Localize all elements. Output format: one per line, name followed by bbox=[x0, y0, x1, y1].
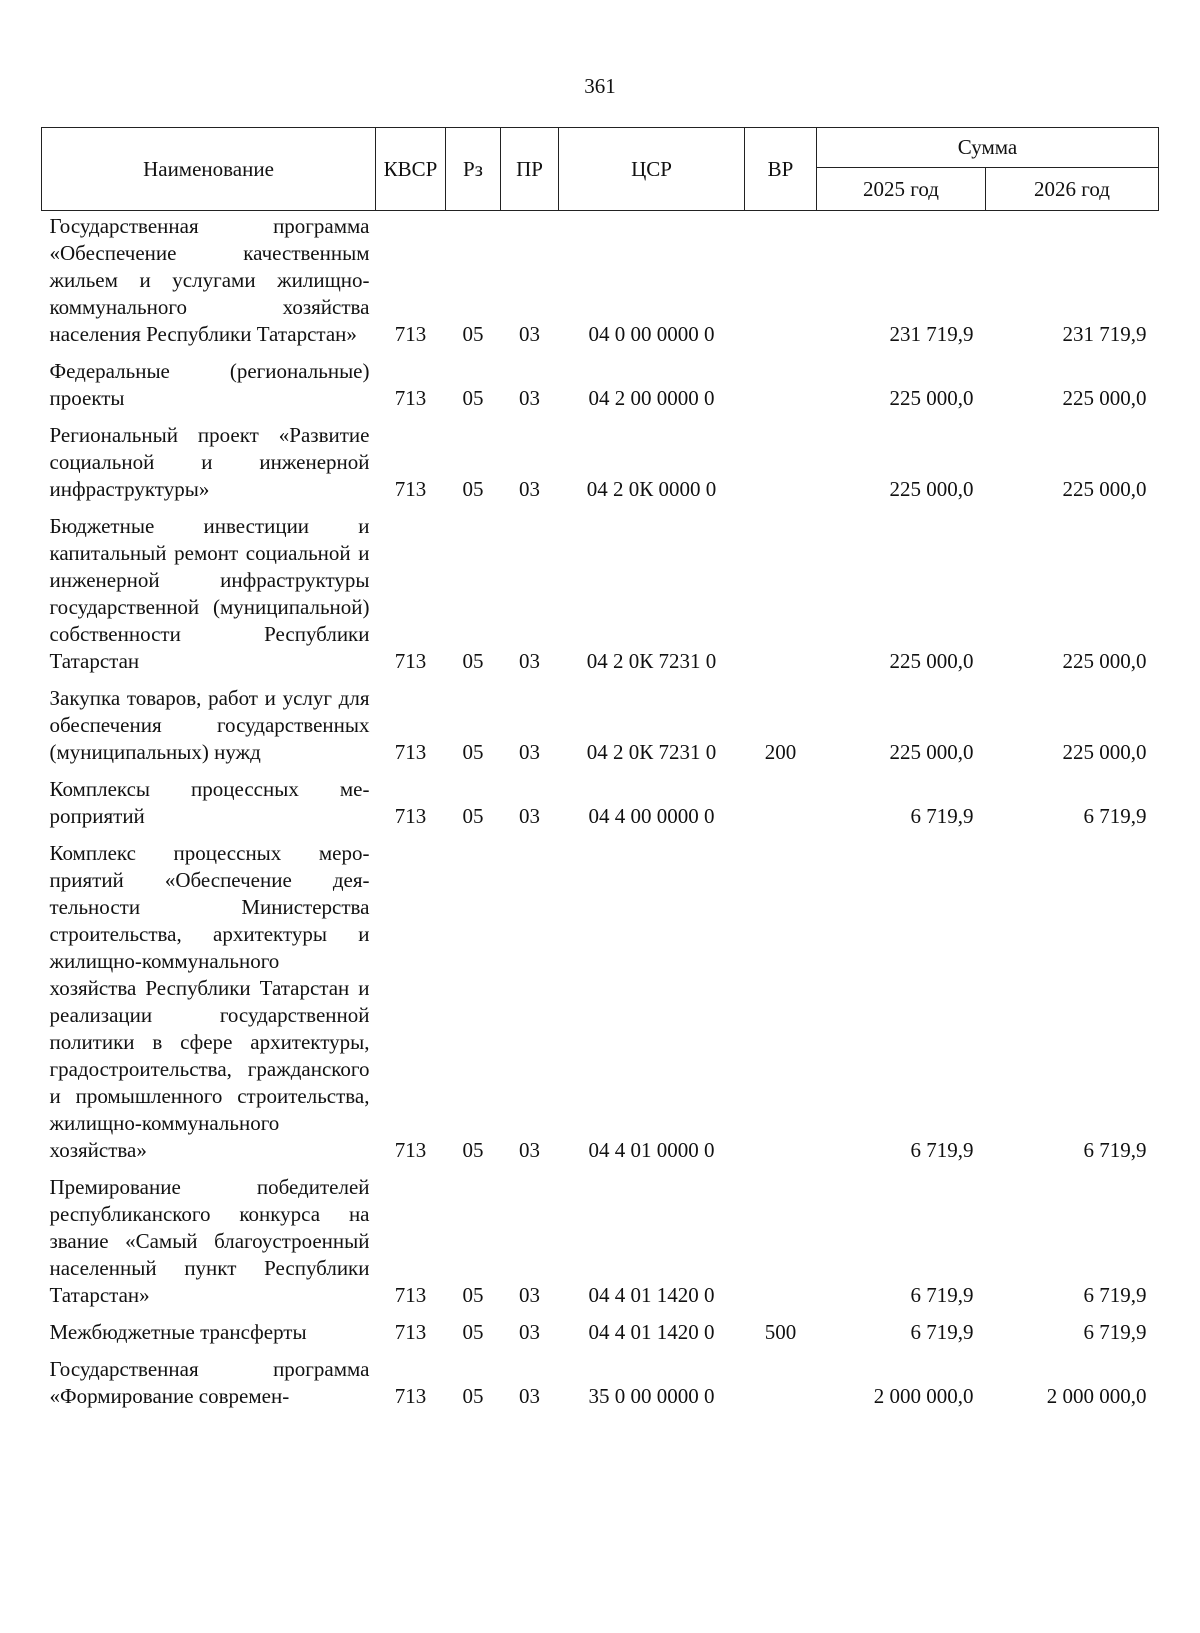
row-rz: 05 bbox=[462, 322, 484, 346]
row-csr: 04 4 01 1420 0 bbox=[588, 1320, 715, 1344]
row-amount-2025: 225 000,0 bbox=[889, 649, 974, 673]
table-row bbox=[42, 412, 1159, 503]
table-row bbox=[42, 1309, 1159, 1346]
row-kvsr: 713 bbox=[394, 740, 427, 764]
table-row bbox=[42, 766, 1159, 830]
table-row bbox=[42, 503, 1159, 675]
row-name: Государственная программа «Формирование современ- bbox=[49, 1357, 370, 1408]
row-csr: 04 2 0К 7231 0 bbox=[586, 740, 717, 764]
row-amount-2026: 225 000,0 bbox=[1062, 740, 1147, 764]
row-pr: 03 bbox=[519, 386, 540, 410]
page-number: 361 bbox=[584, 74, 616, 98]
row-rz: 05 bbox=[462, 1384, 484, 1408]
row-csr: 04 4 00 0000 0 bbox=[588, 804, 715, 828]
row-amount-2026: 225 000,0 bbox=[1062, 649, 1147, 673]
row-pr: 03 bbox=[519, 1138, 540, 1162]
row-amount-2026: 225 000,0 bbox=[1062, 477, 1147, 501]
row-pr: 03 bbox=[519, 322, 540, 346]
row-pr: 03 bbox=[519, 1384, 540, 1408]
table-row bbox=[42, 348, 1159, 412]
row-amount-2025: 6 719,9 bbox=[910, 804, 974, 828]
row-pr: 03 bbox=[519, 1320, 540, 1344]
row-csr: 35 0 00 0000 0 bbox=[588, 1384, 715, 1408]
row-pr: 03 bbox=[519, 1283, 540, 1307]
header-sum: Сумма bbox=[817, 128, 1159, 168]
header-vr: ВР bbox=[745, 128, 817, 211]
row-name: Бюджетные инвестиции и капитальный ремонт социальной и инженерной инфраструктуры государственной (муниципальной) собственности Республики Татарстан bbox=[49, 514, 370, 673]
row-rz: 05 bbox=[462, 386, 484, 410]
row-kvsr: 713 bbox=[394, 1320, 427, 1344]
row-amount-2025: 2 000 000,0 bbox=[873, 1384, 974, 1408]
row-vr bbox=[745, 1164, 817, 1309]
row-rz: 05 bbox=[462, 804, 484, 828]
row-kvsr: 713 bbox=[394, 649, 427, 673]
row-amount-2025: 225 000,0 bbox=[889, 740, 974, 764]
row-amount-2026: 6 719,9 bbox=[1083, 1138, 1147, 1162]
table-row bbox=[42, 1346, 1159, 1410]
row-vr bbox=[745, 1346, 817, 1410]
row-vr: 500 bbox=[764, 1320, 797, 1344]
table-row bbox=[42, 211, 1159, 349]
row-amount-2025: 6 719,9 bbox=[910, 1138, 974, 1162]
table-row bbox=[42, 830, 1159, 1164]
header-csr: ЦСР bbox=[559, 128, 745, 211]
row-kvsr: 713 bbox=[394, 477, 427, 501]
row-amount-2026: 6 719,9 bbox=[1083, 1283, 1147, 1307]
header-kvsr: КВСР bbox=[376, 128, 446, 211]
row-amount-2026: 231 719,9 bbox=[1062, 322, 1147, 346]
header-year-2025: 2025 год bbox=[817, 168, 986, 211]
header-year-2026: 2026 год bbox=[986, 168, 1159, 211]
row-pr: 03 bbox=[519, 804, 540, 828]
row-amount-2025: 231 719,9 bbox=[889, 322, 974, 346]
row-kvsr: 713 bbox=[394, 322, 427, 346]
row-name: Премирование победителей республиканского конкурса на звание «Самый благоустроенный населенный пункт Республики Татарстан» bbox=[49, 1175, 370, 1307]
row-kvsr: 713 bbox=[394, 1283, 427, 1307]
row-kvsr: 713 bbox=[394, 804, 427, 828]
table-row bbox=[42, 675, 1159, 766]
header-rz: Рз bbox=[446, 128, 501, 211]
row-amount-2026: 6 719,9 bbox=[1083, 804, 1147, 828]
row-amount-2026: 6 719,9 bbox=[1083, 1320, 1147, 1344]
row-kvsr: 713 bbox=[394, 386, 427, 410]
row-rz: 05 bbox=[462, 649, 484, 673]
row-kvsr: 713 bbox=[394, 1384, 427, 1408]
row-amount-2026: 225 000,0 bbox=[1062, 386, 1147, 410]
row-name: Государственная программа «Обеспечение качественным жильем и услугами жилищно-коммунального хозяйства населения Республики Татарстан» bbox=[49, 214, 370, 346]
row-csr: 04 0 00 0000 0 bbox=[588, 322, 715, 346]
row-vr bbox=[745, 503, 817, 675]
row-name: Федеральные (региональные) проекты bbox=[49, 359, 370, 410]
header-name: Наименование bbox=[42, 128, 376, 211]
row-rz: 05 bbox=[462, 1138, 484, 1162]
row-name: Закупка товаров, работ и услуг для обеспечения государственных (муниципальных) нужд bbox=[49, 686, 370, 764]
table-body bbox=[42, 211, 1159, 1411]
row-rz: 05 bbox=[462, 740, 484, 764]
row-vr: 200 bbox=[764, 740, 797, 764]
row-kvsr: 713 bbox=[394, 1138, 427, 1162]
row-csr: 04 4 01 0000 0 bbox=[588, 1138, 715, 1162]
row-amount-2025: 225 000,0 bbox=[889, 386, 974, 410]
row-rz: 05 bbox=[462, 1283, 484, 1307]
row-vr bbox=[745, 412, 817, 503]
budget-table bbox=[41, 127, 1159, 1410]
row-amount-2026: 2 000 000,0 bbox=[1046, 1384, 1147, 1408]
row-name: Комплекс процессных мероприятий «Обеспечение деятельности Министерства строительства, архитектуры и жилищно-коммунального хозяйства Республики Татарстан и реализации государственной политики в сфере архитектуры, градостроительства, гражданского и промышленного строительства, жилищно-коммунального хозяйства» bbox=[49, 841, 370, 1162]
table-row bbox=[42, 1164, 1159, 1309]
row-csr: 04 2 0К 0000 0 bbox=[586, 477, 717, 501]
row-amount-2025: 6 719,9 bbox=[910, 1283, 974, 1307]
table-header bbox=[42, 128, 1159, 211]
row-vr bbox=[745, 766, 817, 830]
row-rz: 05 bbox=[462, 1320, 484, 1344]
row-pr: 03 bbox=[519, 740, 540, 764]
row-pr: 03 bbox=[519, 477, 540, 501]
row-vr bbox=[745, 211, 817, 349]
row-amount-2025: 225 000,0 bbox=[889, 477, 974, 501]
row-name: Комплексы процессных мероприятий bbox=[49, 777, 370, 828]
row-name: Межбюджетные трансферты bbox=[49, 1320, 307, 1344]
row-vr bbox=[745, 830, 817, 1164]
row-rz: 05 bbox=[462, 477, 484, 501]
row-name: Региональный проект «Развитие социальной и инженерной инфраструктуры» bbox=[49, 423, 370, 501]
row-amount-2025: 6 719,9 bbox=[910, 1320, 974, 1344]
row-csr: 04 2 0К 7231 0 bbox=[586, 649, 717, 673]
row-vr bbox=[745, 348, 817, 412]
row-csr: 04 2 00 0000 0 bbox=[588, 386, 715, 410]
row-pr: 03 bbox=[519, 649, 540, 673]
row-csr: 04 4 01 1420 0 bbox=[588, 1283, 715, 1307]
header-pr: ПР bbox=[501, 128, 559, 211]
